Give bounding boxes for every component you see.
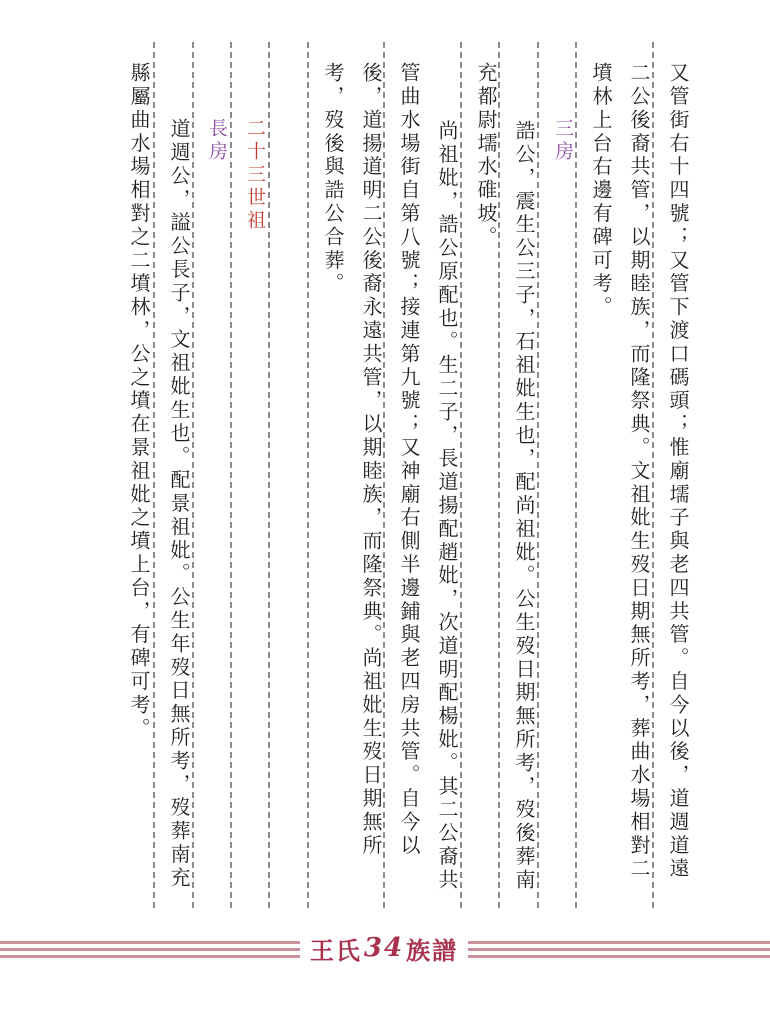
footer-rule bbox=[468, 948, 770, 951]
footer-title-post: 族譜 bbox=[406, 935, 459, 965]
column-rule bbox=[307, 42, 309, 908]
section-heading-eldest-branch: 長房 bbox=[206, 118, 228, 164]
footer-rule bbox=[468, 955, 770, 958]
text-column: 縣屬曲水場相對之二墳林，公之墳在景祖妣之墳上台，有碑可考。 bbox=[127, 62, 151, 741]
column-rule bbox=[230, 42, 232, 908]
text-column: 道週公，謚公長子，文祖妣生也。配景祖妣。公生年歿日無所考，歿葬南充 bbox=[167, 118, 191, 891]
footer-title bbox=[300, 931, 468, 965]
footer-volume-number: 34 bbox=[363, 933, 405, 963]
footer-rule bbox=[0, 948, 300, 951]
text-column: 二公後裔共管，以期睦族，而隆祭典。文祖妣生歿日期無所考，葬曲水場相對二 bbox=[627, 62, 651, 881]
text-column: 尚祖妣，誥公原配也。生二子，長道揚配趙妣，次道明配楊妣。其二公裔共 bbox=[435, 120, 459, 893]
footer-title-pre: 王氏 bbox=[309, 935, 362, 965]
text-column: 考，歿後與誥公合葬。 bbox=[321, 62, 345, 296]
text-column: 充都尉壖水碓坡。 bbox=[474, 62, 498, 250]
text-column: 又管街右十四號；又管下渡口碼頭；惟廟壖子與老四共管。自今以後，道週道遠 bbox=[666, 62, 690, 881]
text-column: 誥公，震生公三子，石祖妣生也，配尚祖妣。公生歿日期無所考，歿後葬南 bbox=[512, 120, 536, 893]
column-rule bbox=[575, 42, 577, 908]
text-column: 管曲水場街自第八號；接連第九號；又神廟右側半邊鋪與老四房共管。自今以 bbox=[397, 62, 421, 858]
footer-rule bbox=[0, 955, 300, 958]
generation-heading: 二十三世祖 bbox=[244, 118, 266, 233]
footer-rule bbox=[468, 941, 770, 944]
section-heading-third-branch: 三房 bbox=[552, 118, 574, 164]
text-column: 後，道揚道明二公後裔永遠共管，以期睦族，而隆祭典。尚祖妣生歿日期無所 bbox=[359, 62, 383, 858]
footer-rule bbox=[0, 941, 300, 944]
text-column: 墳林上台右邊有碑可考。 bbox=[589, 62, 613, 320]
